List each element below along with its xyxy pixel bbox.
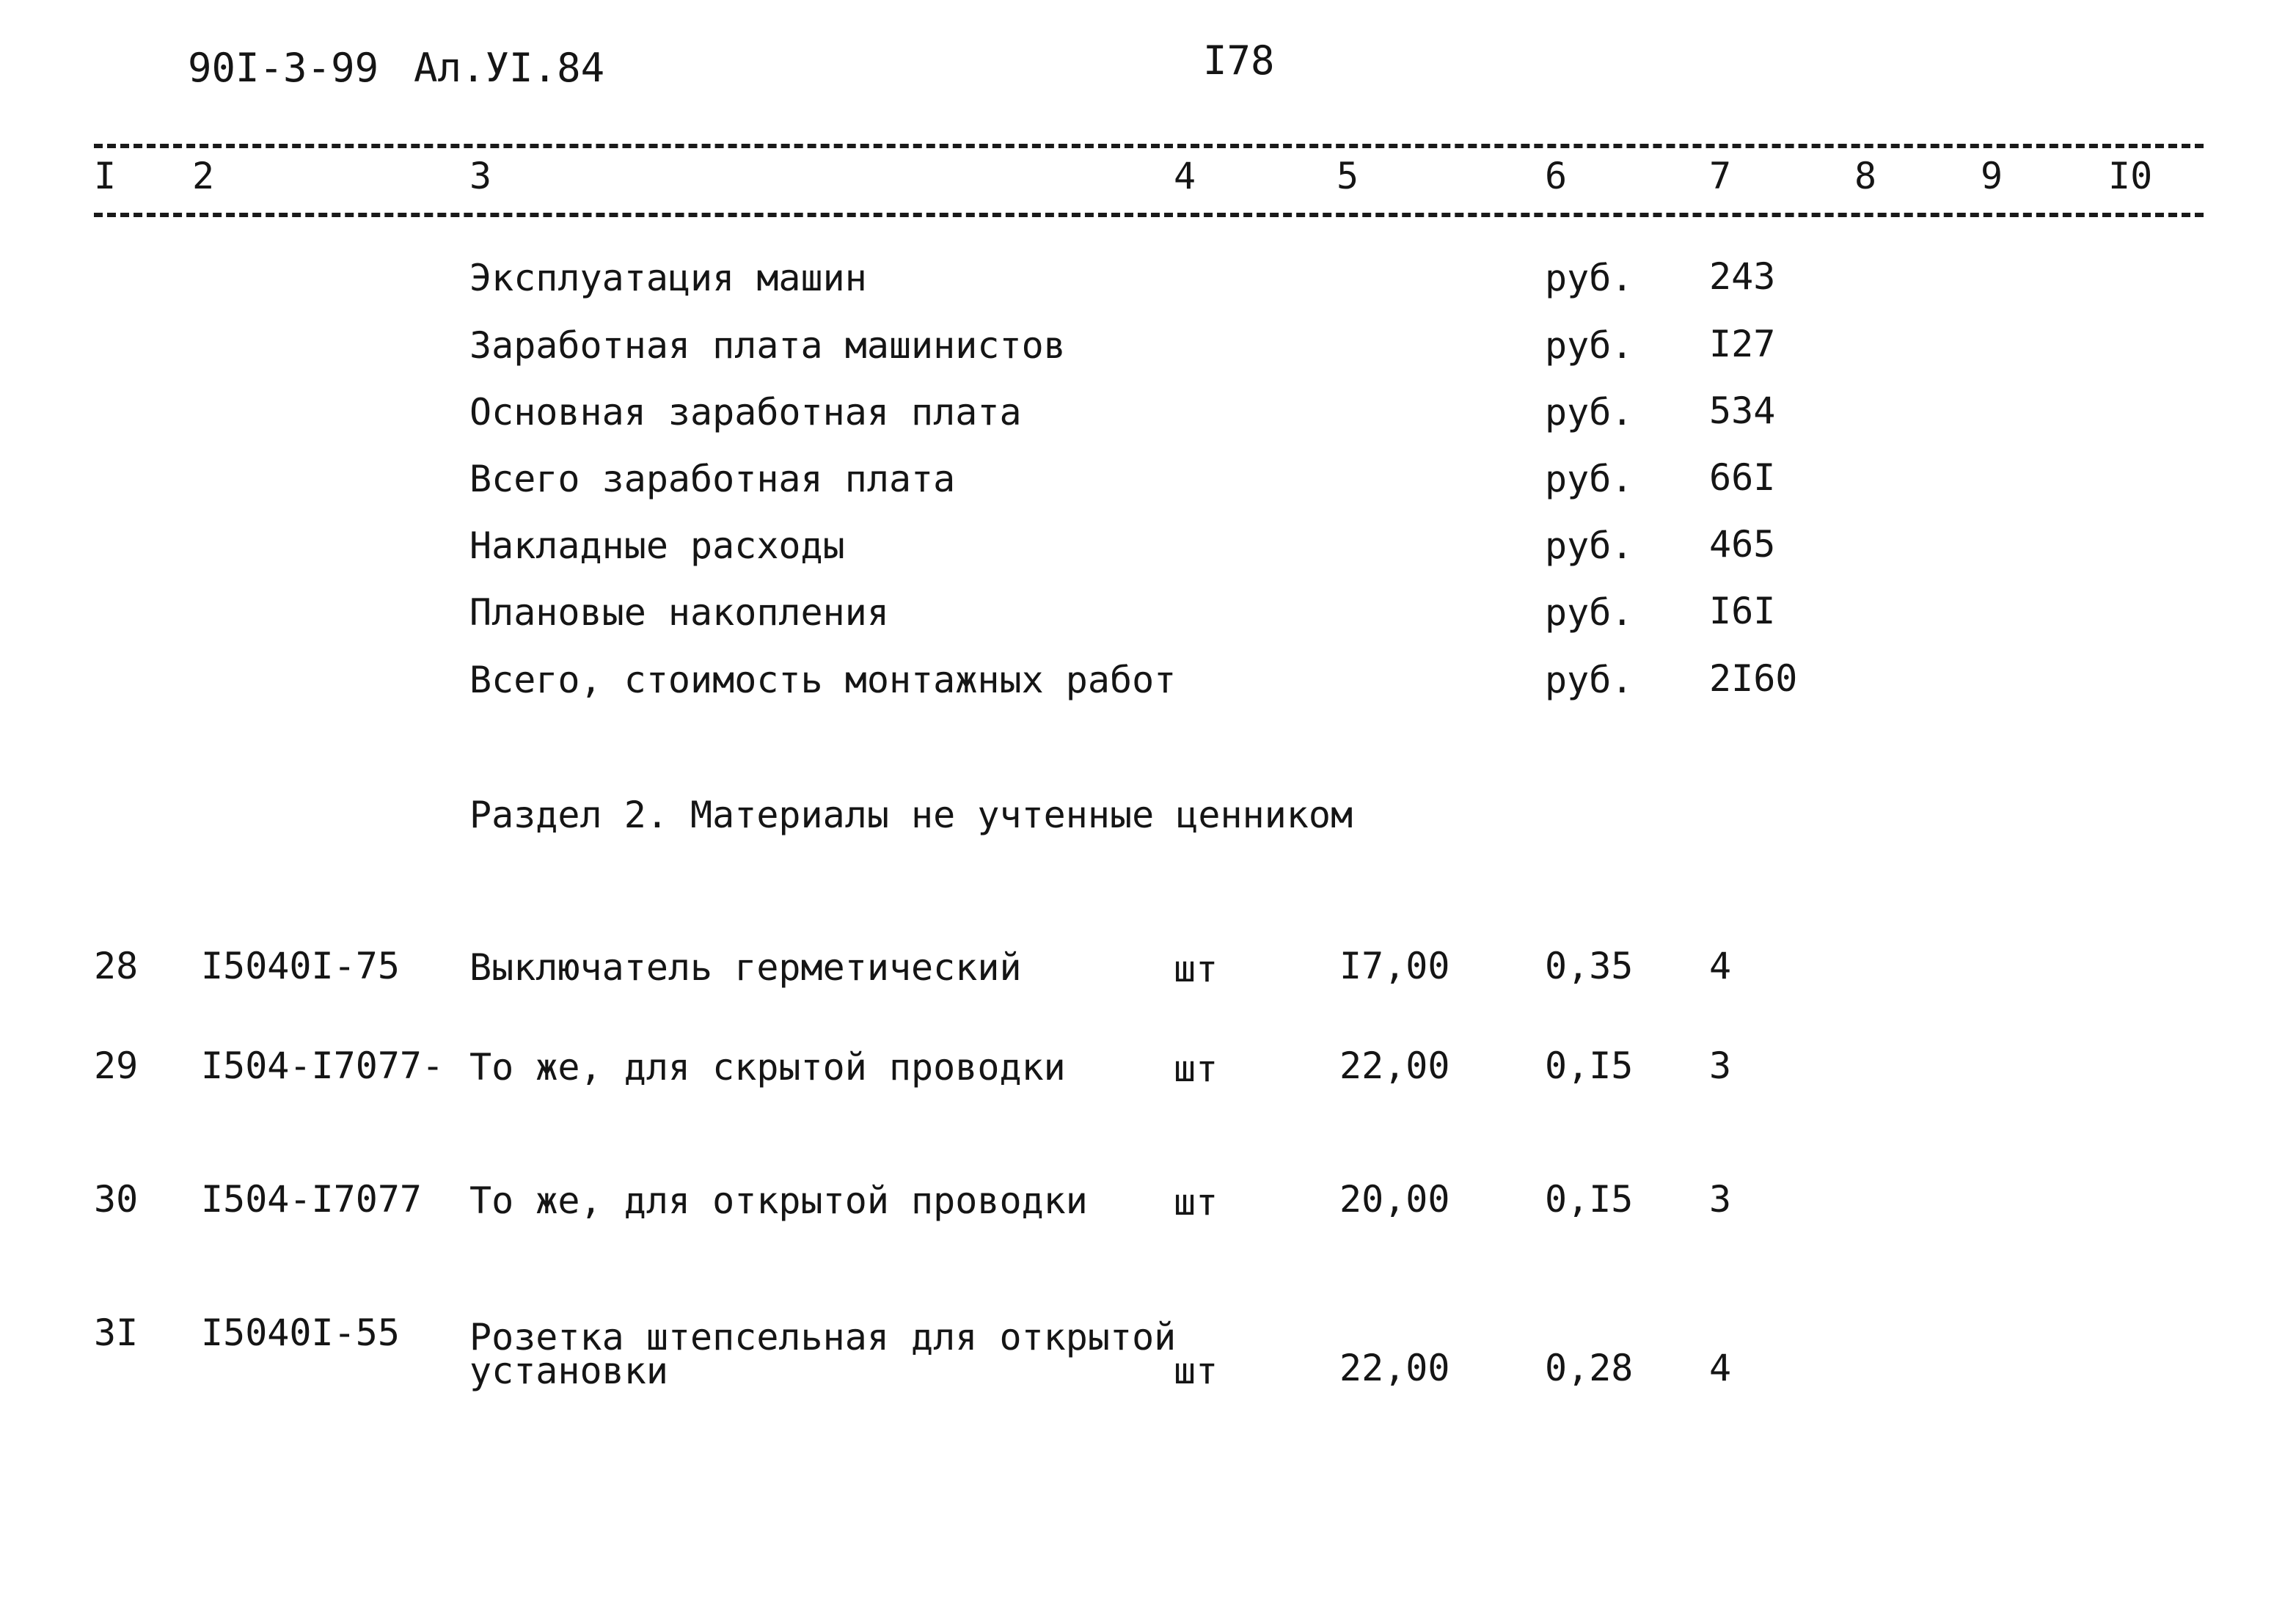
item-total: 4: [1709, 945, 1732, 987]
item-code: I504-I7077-: [201, 1045, 445, 1087]
summary-unit: руб.: [1545, 659, 1634, 701]
item-price: 22,00: [1339, 1045, 1450, 1087]
column-header-1: I: [94, 155, 117, 197]
item-price: 22,00: [1339, 1347, 1450, 1389]
summary-value: 465: [1709, 523, 1776, 566]
page-number: I78: [1203, 37, 1275, 84]
column-header-10: I0: [2108, 155, 2153, 197]
item-quantity: 0,35: [1545, 945, 1634, 987]
item-number: 3I: [94, 1312, 139, 1354]
summary-unit: руб.: [1545, 324, 1634, 367]
item-number: 30: [94, 1178, 139, 1221]
item-unit: шт: [1174, 1181, 1218, 1224]
summary-label: Накладные расходы: [469, 524, 845, 567]
item-total: 3: [1709, 1178, 1732, 1221]
item-unit: шт: [1174, 1350, 1218, 1392]
item-unit: шт: [1174, 948, 1218, 990]
album-reference: Ал.УI.84: [414, 45, 605, 91]
column-header-2: 2: [192, 155, 215, 197]
table-header-bottom-rule: [94, 213, 2204, 217]
summary-unit: руб.: [1545, 591, 1634, 634]
item-code: I504-I7077: [201, 1178, 423, 1221]
column-header-6: 6: [1545, 155, 1568, 197]
summary-label: Эксплуатация машин: [469, 257, 867, 299]
document-code: 90I-3-99: [188, 45, 379, 91]
summary-value: 243: [1709, 255, 1776, 298]
summary-value: I6I: [1709, 590, 1776, 632]
column-header-3: 3: [469, 155, 492, 197]
item-quantity: 0,I5: [1545, 1045, 1634, 1087]
summary-label: Заработная плата машинистов: [469, 324, 1066, 367]
item-number: 28: [94, 945, 139, 987]
summary-label: Основная заработная плата: [469, 391, 1022, 434]
item-quantity: 0,I5: [1545, 1178, 1634, 1221]
item-code: I5040I-55: [201, 1312, 400, 1354]
item-name: То же, для скрытой проводки: [469, 1046, 1066, 1089]
summary-unit: руб.: [1545, 391, 1634, 434]
summary-value: 2I60: [1709, 657, 1798, 700]
section-title: Раздел 2. Материалы не учтенные ценником: [469, 794, 1353, 836]
item-name: То же, для открытой проводки: [469, 1179, 1088, 1222]
item-number: 29: [94, 1045, 139, 1087]
summary-unit: руб.: [1545, 458, 1634, 500]
summary-label: Всего заработная плата: [469, 458, 956, 500]
summary-unit: руб.: [1545, 257, 1634, 299]
item-name-continuation: установки: [469, 1350, 668, 1392]
column-header-9: 9: [1981, 155, 2003, 197]
item-name: Выключатель герметический: [469, 946, 1022, 989]
item-price: I7,00: [1339, 945, 1450, 987]
summary-unit: руб.: [1545, 524, 1634, 567]
item-total: 3: [1709, 1045, 1732, 1087]
table-top-rule: [94, 144, 2204, 148]
column-header-8: 8: [1854, 155, 1877, 197]
column-header-5: 5: [1337, 155, 1359, 197]
summary-value: 534: [1709, 389, 1776, 432]
item-price: 20,00: [1339, 1178, 1450, 1221]
item-quantity: 0,28: [1545, 1347, 1634, 1389]
summary-value: 66I: [1709, 456, 1776, 499]
item-total: 4: [1709, 1347, 1732, 1389]
summary-label: Плановые накопления: [469, 591, 889, 634]
item-code: I5040I-75: [201, 945, 400, 987]
summary-value: I27: [1709, 323, 1776, 365]
column-header-7: 7: [1709, 155, 1732, 197]
item-name: Розетка штепсельная для открытой: [469, 1316, 1177, 1358]
summary-label: Всего, стоимость монтажных работ: [469, 659, 1177, 701]
item-unit: шт: [1174, 1047, 1218, 1090]
column-header-4: 4: [1174, 155, 1196, 197]
